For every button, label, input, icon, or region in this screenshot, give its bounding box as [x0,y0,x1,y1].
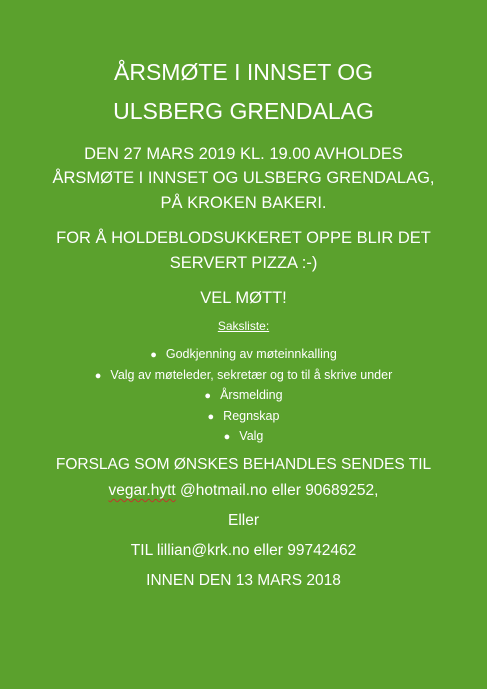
agenda-heading [0,318,487,334]
agenda-item [0,344,487,365]
agenda-item [0,406,487,427]
welcome-text: VEL MØTT! [200,289,287,307]
agenda-item-label: Valg [239,429,264,443]
proposals-line: FORSLAG SOM ØNSKES BEHANDLES SENDES TIL [55,456,432,473]
agenda-heading-label: Saksliste: [217,319,270,333]
intro-line-1: DEN 27 MARS 2019 KL. 19.00 AVHOLDES [84,145,403,163]
contact1-rest: @hotmail.no eller 90689252, [175,482,379,499]
contact1-name: vegar.hytt [108,482,176,499]
title-line-2: ULSBERG GRENDALAG [113,98,374,124]
contact-line-2: TIL lillian@krk.no eller 99742462 [130,542,357,559]
agenda-item [0,365,487,386]
pizza-line-1: FOR Å HOLDEBLODSUKKERET OPPE BLIR DET [56,229,431,247]
agenda-item-label: Valg av møteleder, sekretær og to til å skrive under [110,367,393,382]
bullet-icon: ● [223,431,231,443]
agenda-item [0,426,487,447]
or-text: Eller [227,512,259,529]
agenda-list [0,344,487,447]
agenda-item-label: Årsmelding [220,388,283,402]
intro-line-2: ÅRSMØTE I INNSET OG ULSBERG GRENDALAG, [52,169,435,187]
bullet-icon: ● [207,410,215,423]
agenda-item-label: Godkjenning av møteinnkalling [165,347,337,361]
title-line-1: ÅRSMØTE I INNSET OG [114,59,373,85]
bullet-icon: ● [150,349,157,361]
agenda-item [0,385,487,406]
intro-line-3: PÅ KROKEN BAKERI. [160,194,327,212]
deadline-text: INNEN DEN 13 MARS 2018 [146,572,341,589]
agenda-item-label: Regnskap [223,408,280,423]
contact-line-1 [0,481,487,501]
bullet-icon: ● [94,369,102,382]
bullet-icon: ● [204,390,212,402]
pizza-line-2: SERVERT PIZZA :-) [169,254,318,272]
